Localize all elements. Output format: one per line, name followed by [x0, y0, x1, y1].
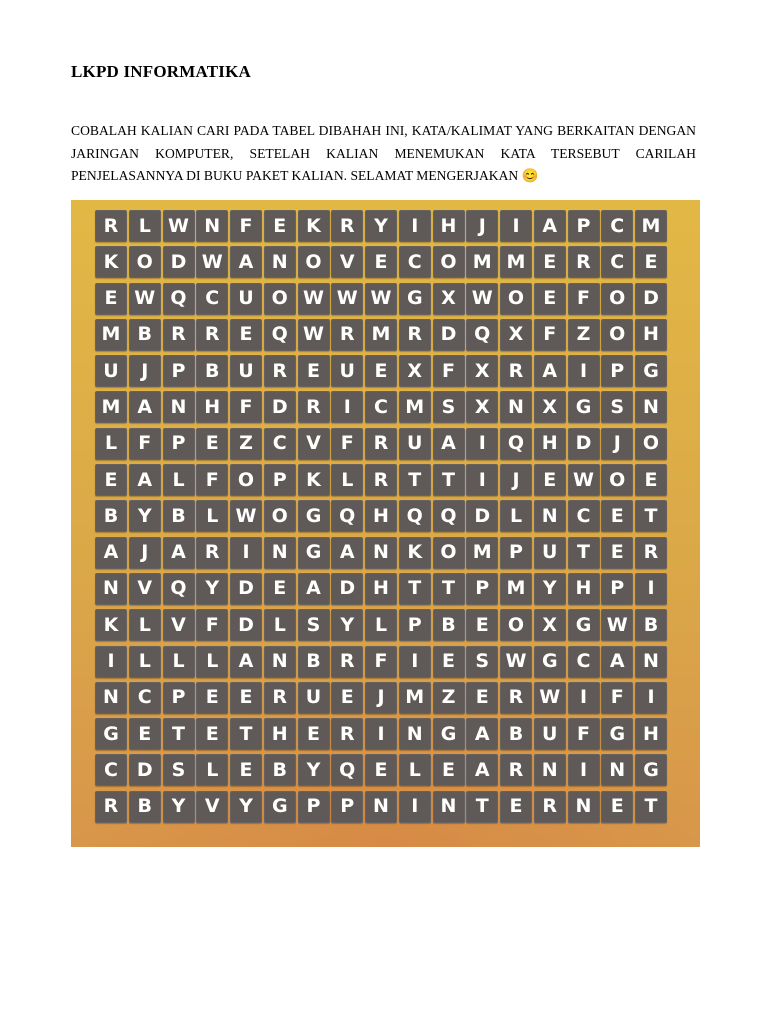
letter-tile[interactable]: Y — [196, 573, 228, 605]
letter-tile[interactable]: Q — [500, 428, 532, 460]
letter-tile[interactable]: B — [129, 319, 161, 351]
letter-tile[interactable]: B — [95, 500, 127, 532]
letter-tile[interactable]: B — [635, 609, 667, 641]
letter-tile[interactable]: N — [264, 537, 296, 569]
letter-tile[interactable]: Q — [163, 573, 195, 605]
letter-tile[interactable]: Q — [466, 319, 498, 351]
letter-tile[interactable]: R — [365, 464, 397, 496]
letter-tile[interactable]: R — [331, 718, 363, 750]
letter-tile[interactable]: O — [601, 283, 633, 315]
letter-tile[interactable]: H — [365, 573, 397, 605]
letter-tile[interactable]: L — [95, 428, 127, 460]
letter-tile[interactable]: B — [129, 791, 161, 823]
letter-tile[interactable]: G — [298, 537, 330, 569]
letter-tile[interactable]: E — [534, 246, 566, 278]
letter-tile[interactable]: Y — [230, 791, 262, 823]
letter-tile[interactable]: R — [163, 319, 195, 351]
letter-tile[interactable]: T — [433, 464, 465, 496]
letter-tile[interactable]: C — [601, 210, 633, 242]
letter-tile[interactable]: E — [365, 754, 397, 786]
letter-tile[interactable]: O — [129, 246, 161, 278]
letter-tile[interactable]: W — [230, 500, 262, 532]
letter-tile[interactable]: R — [568, 246, 600, 278]
letter-tile[interactable]: U — [399, 428, 431, 460]
letter-tile[interactable]: P — [601, 355, 633, 387]
letter-tile[interactable]: H — [264, 718, 296, 750]
letter-tile[interactable]: E — [601, 537, 633, 569]
letter-tile[interactable]: E — [433, 646, 465, 678]
letter-tile[interactable]: G — [399, 283, 431, 315]
letter-tile[interactable]: E — [264, 573, 296, 605]
letter-tile[interactable]: Q — [331, 500, 363, 532]
letter-tile[interactable]: I — [568, 355, 600, 387]
letter-tile[interactable]: N — [196, 210, 228, 242]
letter-tile[interactable]: D — [635, 283, 667, 315]
letter-tile[interactable]: X — [534, 391, 566, 423]
letter-tile[interactable]: O — [500, 609, 532, 641]
letter-tile[interactable]: C — [568, 646, 600, 678]
letter-tile[interactable]: D — [230, 573, 262, 605]
letter-tile[interactable]: A — [298, 573, 330, 605]
letter-tile[interactable]: O — [601, 319, 633, 351]
letter-tile[interactable]: M — [365, 319, 397, 351]
letter-tile[interactable]: A — [331, 537, 363, 569]
letter-tile[interactable]: B — [500, 718, 532, 750]
letter-tile[interactable]: F — [365, 646, 397, 678]
letter-tile[interactable]: G — [568, 609, 600, 641]
letter-tile[interactable]: N — [95, 573, 127, 605]
letter-tile[interactable]: R — [95, 210, 127, 242]
letter-tile[interactable]: W — [365, 283, 397, 315]
letter-tile[interactable]: J — [365, 682, 397, 714]
letter-tile[interactable]: P — [163, 428, 195, 460]
letter-tile[interactable]: E — [331, 682, 363, 714]
letter-tile[interactable]: A — [466, 754, 498, 786]
letter-tile[interactable]: R — [500, 355, 532, 387]
letter-tile[interactable]: I — [568, 754, 600, 786]
letter-grid — [95, 210, 667, 823]
letter-tile[interactable]: J — [129, 537, 161, 569]
letter-tile[interactable]: Y — [163, 791, 195, 823]
letter-tile[interactable]: G — [568, 391, 600, 423]
letter-tile[interactable]: A — [601, 646, 633, 678]
letter-tile[interactable]: M — [95, 319, 127, 351]
letter-tile[interactable]: Q — [163, 283, 195, 315]
letter-tile[interactable]: S — [298, 609, 330, 641]
letter-tile[interactable]: G — [298, 500, 330, 532]
letter-tile[interactable]: E — [196, 428, 228, 460]
letter-tile[interactable]: I — [230, 537, 262, 569]
letter-tile[interactable]: J — [466, 210, 498, 242]
letter-tile[interactable]: H — [534, 428, 566, 460]
letter-tile[interactable]: M — [500, 573, 532, 605]
worksheet-title: LKPD INFORMATIKA — [71, 62, 251, 81]
letter-tile[interactable]: R — [264, 355, 296, 387]
letter-tile[interactable]: C — [568, 500, 600, 532]
letter-tile[interactable]: H — [365, 500, 397, 532]
letter-tile[interactable]: S — [163, 754, 195, 786]
letter-tile[interactable]: M — [399, 682, 431, 714]
letter-tile[interactable]: V — [196, 791, 228, 823]
letter-tile[interactable]: C — [95, 754, 127, 786]
letter-tile[interactable]: U — [230, 355, 262, 387]
letter-tile[interactable]: X — [466, 355, 498, 387]
letter-tile[interactable]: C — [129, 682, 161, 714]
instructions-paragraph: COBALAH KALIAN CARI PADA TABEL DIBAHAH INI, KATA/KALIMAT YANG BERKAITAN DENGAN JARINGAN KOMPUTER, SETELAH KALIAN MENEMUKAN KATA TERSEBUT CARILAH PENJELASANNYA DI BUKU PAKET KALIAN. SELAMAT MENGERJAKAN 😊 — [71, 123, 696, 183]
letter-tile[interactable]: K — [298, 464, 330, 496]
letter-tile[interactable]: R — [196, 537, 228, 569]
letter-tile[interactable]: C — [365, 391, 397, 423]
letter-tile[interactable]: Y — [129, 500, 161, 532]
letter-tile[interactable]: N — [601, 754, 633, 786]
letter-tile[interactable]: A — [95, 537, 127, 569]
letter-tile[interactable]: W — [534, 682, 566, 714]
letter-tile[interactable]: L — [196, 754, 228, 786]
letter-tile[interactable]: W — [163, 210, 195, 242]
letter-tile[interactable]: N — [264, 246, 296, 278]
letter-tile[interactable]: Y — [365, 210, 397, 242]
letter-tile[interactable]: M — [399, 391, 431, 423]
letter-tile[interactable]: Z — [568, 319, 600, 351]
letter-tile[interactable]: C — [264, 428, 296, 460]
letter-tile[interactable]: D — [163, 246, 195, 278]
letter-tile[interactable]: O — [500, 283, 532, 315]
letter-tile[interactable]: I — [399, 791, 431, 823]
letter-tile[interactable]: Y — [534, 573, 566, 605]
letter-tile[interactable]: X — [534, 609, 566, 641]
letter-tile[interactable]: L — [163, 646, 195, 678]
letter-tile[interactable]: P — [163, 355, 195, 387]
letter-tile[interactable]: G — [534, 646, 566, 678]
letter-tile[interactable]: E — [95, 283, 127, 315]
letter-tile[interactable]: Z — [433, 682, 465, 714]
letter-tile[interactable]: R — [331, 319, 363, 351]
letter-tile[interactable]: R — [534, 791, 566, 823]
letter-tile[interactable]: I — [95, 646, 127, 678]
letter-tile[interactable]: T — [568, 537, 600, 569]
letter-tile[interactable]: B — [196, 355, 228, 387]
letter-tile[interactable]: H — [635, 718, 667, 750]
letter-tile[interactable]: O — [264, 500, 296, 532]
letter-tile[interactable]: R — [635, 537, 667, 569]
letter-tile[interactable]: L — [500, 500, 532, 532]
letter-tile[interactable]: N — [163, 391, 195, 423]
letter-tile[interactable]: R — [331, 210, 363, 242]
letter-tile[interactable]: H — [433, 210, 465, 242]
letter-tile[interactable]: T — [163, 718, 195, 750]
letter-tile[interactable]: E — [196, 682, 228, 714]
letter-tile[interactable]: J — [500, 464, 532, 496]
letter-tile[interactable]: N — [365, 791, 397, 823]
letter-tile[interactable]: W — [298, 283, 330, 315]
letter-tile[interactable]: P — [264, 464, 296, 496]
letter-tile[interactable]: E — [466, 609, 498, 641]
letter-tile[interactable]: K — [298, 210, 330, 242]
letter-tile[interactable]: G — [635, 355, 667, 387]
letter-tile[interactable]: N — [433, 791, 465, 823]
letter-tile[interactable]: E — [534, 283, 566, 315]
letter-tile[interactable]: K — [399, 537, 431, 569]
letter-tile[interactable]: A — [433, 428, 465, 460]
letter-tile[interactable]: L — [129, 210, 161, 242]
letter-tile[interactable]: T — [399, 573, 431, 605]
letter-tile[interactable]: A — [534, 355, 566, 387]
letter-tile[interactable]: W — [568, 464, 600, 496]
letter-tile[interactable]: E — [635, 246, 667, 278]
letter-tile[interactable]: V — [129, 573, 161, 605]
letter-tile[interactable]: I — [500, 210, 532, 242]
letter-tile[interactable]: E — [365, 355, 397, 387]
letter-tile[interactable]: R — [365, 428, 397, 460]
letter-tile[interactable]: M — [466, 246, 498, 278]
letter-tile[interactable]: W — [196, 246, 228, 278]
letter-tile[interactable]: E — [95, 464, 127, 496]
letter-tile[interactable]: W — [500, 646, 532, 678]
letter-tile[interactable]: S — [466, 646, 498, 678]
letter-tile[interactable]: E — [298, 355, 330, 387]
letter-tile[interactable]: I — [635, 573, 667, 605]
letter-tile[interactable]: I — [466, 464, 498, 496]
letter-tile[interactable]: E — [230, 319, 262, 351]
letter-tile[interactable]: Q — [399, 500, 431, 532]
letter-tile[interactable]: P — [500, 537, 532, 569]
letter-tile[interactable]: I — [635, 682, 667, 714]
letter-tile[interactable]: D — [129, 754, 161, 786]
letter-tile[interactable]: U — [534, 537, 566, 569]
letter-tile[interactable]: K — [95, 246, 127, 278]
letter-tile[interactable]: I — [365, 718, 397, 750]
letter-tile[interactable]: V — [163, 609, 195, 641]
letter-tile[interactable]: P — [601, 573, 633, 605]
letter-tile[interactable]: L — [365, 609, 397, 641]
letter-tile[interactable]: L — [196, 646, 228, 678]
letter-tile[interactable]: E — [500, 791, 532, 823]
letter-tile[interactable]: R — [399, 319, 431, 351]
letter-tile[interactable]: A — [230, 646, 262, 678]
letter-tile[interactable]: D — [331, 573, 363, 605]
letter-tile[interactable]: C — [399, 246, 431, 278]
letter-tile[interactable]: N — [500, 391, 532, 423]
letter-tile[interactable]: P — [568, 210, 600, 242]
letter-tile[interactable]: P — [399, 609, 431, 641]
letter-tile[interactable]: F — [601, 682, 633, 714]
letter-tile[interactable]: N — [534, 500, 566, 532]
letter-tile[interactable]: W — [129, 283, 161, 315]
letter-tile[interactable]: H — [568, 573, 600, 605]
letter-tile[interactable]: Q — [331, 754, 363, 786]
letter-tile[interactable]: D — [433, 319, 465, 351]
letter-tile[interactable]: A — [466, 718, 498, 750]
letter-tile[interactable]: V — [331, 246, 363, 278]
letter-tile[interactable]: P — [466, 573, 498, 605]
letter-tile[interactable]: X — [433, 283, 465, 315]
letter-tile[interactable]: I — [331, 391, 363, 423]
letter-tile[interactable]: T — [399, 464, 431, 496]
letter-tile[interactable]: N — [635, 646, 667, 678]
letter-tile[interactable]: N — [534, 754, 566, 786]
letter-tile[interactable]: F — [196, 464, 228, 496]
letter-tile[interactable]: E — [433, 754, 465, 786]
letter-tile[interactable]: D — [264, 391, 296, 423]
letter-tile[interactable]: I — [399, 210, 431, 242]
letter-tile[interactable]: H — [635, 319, 667, 351]
letter-tile[interactable]: B — [298, 646, 330, 678]
letter-tile[interactable]: G — [601, 718, 633, 750]
letter-tile[interactable]: Z — [230, 428, 262, 460]
letter-tile[interactable]: N — [568, 791, 600, 823]
letter-tile[interactable]: X — [500, 319, 532, 351]
letter-tile[interactable]: A — [129, 391, 161, 423]
word-search-puzzle — [71, 200, 700, 847]
letter-tile[interactable]: L — [399, 754, 431, 786]
letter-tile[interactable]: U — [298, 682, 330, 714]
letter-tile[interactable]: U — [230, 283, 262, 315]
letter-tile[interactable]: F — [230, 210, 262, 242]
letter-tile[interactable]: O — [433, 537, 465, 569]
letter-tile[interactable]: M — [500, 246, 532, 278]
letter-tile[interactable]: P — [298, 791, 330, 823]
letter-tile[interactable]: D — [230, 609, 262, 641]
letter-tile[interactable]: E — [230, 682, 262, 714]
letter-tile[interactable]: W — [466, 283, 498, 315]
letter-tile[interactable]: F — [129, 428, 161, 460]
letter-tile[interactable]: R — [196, 319, 228, 351]
letter-tile[interactable]: L — [129, 646, 161, 678]
letter-tile[interactable]: O — [635, 428, 667, 460]
letter-tile[interactable]: E — [129, 718, 161, 750]
letter-tile[interactable]: T — [635, 500, 667, 532]
letter-tile[interactable]: E — [298, 718, 330, 750]
letter-tile[interactable]: H — [196, 391, 228, 423]
letter-tile[interactable]: D — [466, 500, 498, 532]
letter-tile[interactable]: Q — [264, 319, 296, 351]
letter-tile[interactable]: O — [264, 283, 296, 315]
letter-tile[interactable]: O — [298, 246, 330, 278]
letter-tile[interactable]: O — [230, 464, 262, 496]
letter-tile[interactable]: M — [466, 537, 498, 569]
letter-tile[interactable]: U — [331, 355, 363, 387]
letter-tile[interactable]: A — [230, 246, 262, 278]
letter-tile[interactable]: R — [298, 391, 330, 423]
letter-tile[interactable]: F — [331, 428, 363, 460]
letter-tile[interactable]: L — [196, 500, 228, 532]
letter-tile[interactable]: I — [466, 428, 498, 460]
letter-tile[interactable]: G — [264, 791, 296, 823]
letter-tile[interactable]: E — [534, 464, 566, 496]
letter-tile[interactable]: O — [433, 246, 465, 278]
letter-tile[interactable]: T — [466, 791, 498, 823]
letter-tile[interactable]: L — [331, 464, 363, 496]
letter-tile[interactable]: E — [264, 210, 296, 242]
letter-tile[interactable]: R — [331, 646, 363, 678]
letter-tile[interactable]: B — [163, 500, 195, 532]
letter-tile[interactable]: F — [568, 718, 600, 750]
letter-tile[interactable]: U — [95, 355, 127, 387]
letter-tile[interactable]: L — [264, 609, 296, 641]
letter-tile[interactable]: I — [399, 646, 431, 678]
letter-tile[interactable]: B — [433, 609, 465, 641]
letter-tile[interactable]: S — [433, 391, 465, 423]
letter-tile[interactable]: J — [601, 428, 633, 460]
letter-tile[interactable]: E — [601, 500, 633, 532]
letter-tile[interactable]: R — [264, 682, 296, 714]
letter-tile[interactable]: E — [196, 718, 228, 750]
letter-tile[interactable]: G — [433, 718, 465, 750]
letter-tile[interactable]: D — [568, 428, 600, 460]
letter-tile[interactable]: W — [298, 319, 330, 351]
letter-tile[interactable]: N — [95, 682, 127, 714]
letter-tile[interactable]: Y — [331, 609, 363, 641]
letter-tile[interactable]: C — [601, 246, 633, 278]
letter-tile[interactable]: U — [534, 718, 566, 750]
letter-tile[interactable]: R — [95, 791, 127, 823]
letter-tile[interactable]: R — [500, 682, 532, 714]
letter-tile[interactable]: C — [196, 283, 228, 315]
letter-tile[interactable]: K — [95, 609, 127, 641]
letter-tile[interactable]: M — [95, 391, 127, 423]
letter-tile[interactable]: M — [635, 210, 667, 242]
letter-tile[interactable]: N — [264, 646, 296, 678]
letter-tile[interactable]: T — [635, 791, 667, 823]
letter-tile[interactable]: Y — [298, 754, 330, 786]
letter-tile[interactable]: W — [601, 609, 633, 641]
letter-tile[interactable]: F — [534, 319, 566, 351]
letter-tile[interactable]: W — [331, 283, 363, 315]
letter-tile[interactable]: R — [500, 754, 532, 786]
letter-tile[interactable]: E — [230, 754, 262, 786]
letter-tile[interactable]: S — [601, 391, 633, 423]
letter-tile[interactable]: N — [635, 391, 667, 423]
letter-tile[interactable]: N — [365, 537, 397, 569]
letter-tile[interactable]: G — [635, 754, 667, 786]
letter-tile[interactable]: O — [601, 464, 633, 496]
letter-tile[interactable]: B — [264, 754, 296, 786]
letter-tile[interactable]: E — [601, 791, 633, 823]
letter-tile[interactable]: G — [95, 718, 127, 750]
letter-tile[interactable]: T — [433, 573, 465, 605]
letter-tile[interactable]: F — [230, 391, 262, 423]
letter-tile[interactable]: F — [568, 283, 600, 315]
letter-tile[interactable]: T — [230, 718, 262, 750]
letter-tile[interactable]: F — [196, 609, 228, 641]
letter-tile[interactable]: E — [635, 464, 667, 496]
letter-tile[interactable]: P — [163, 682, 195, 714]
letter-tile[interactable]: X — [466, 391, 498, 423]
letter-tile[interactable]: A — [163, 537, 195, 569]
letter-tile[interactable]: A — [129, 464, 161, 496]
letter-tile[interactable]: E — [365, 246, 397, 278]
letter-tile[interactable]: J — [129, 355, 161, 387]
letter-tile[interactable]: P — [331, 791, 363, 823]
letter-tile[interactable]: X — [399, 355, 431, 387]
letter-tile[interactable]: L — [129, 609, 161, 641]
letter-tile[interactable]: F — [433, 355, 465, 387]
letter-tile[interactable]: N — [399, 718, 431, 750]
letter-tile[interactable]: L — [163, 464, 195, 496]
letter-tile[interactable]: E — [466, 682, 498, 714]
letter-tile[interactable]: I — [568, 682, 600, 714]
letter-tile[interactable]: Q — [433, 500, 465, 532]
letter-tile[interactable]: V — [298, 428, 330, 460]
letter-tile[interactable]: A — [534, 210, 566, 242]
